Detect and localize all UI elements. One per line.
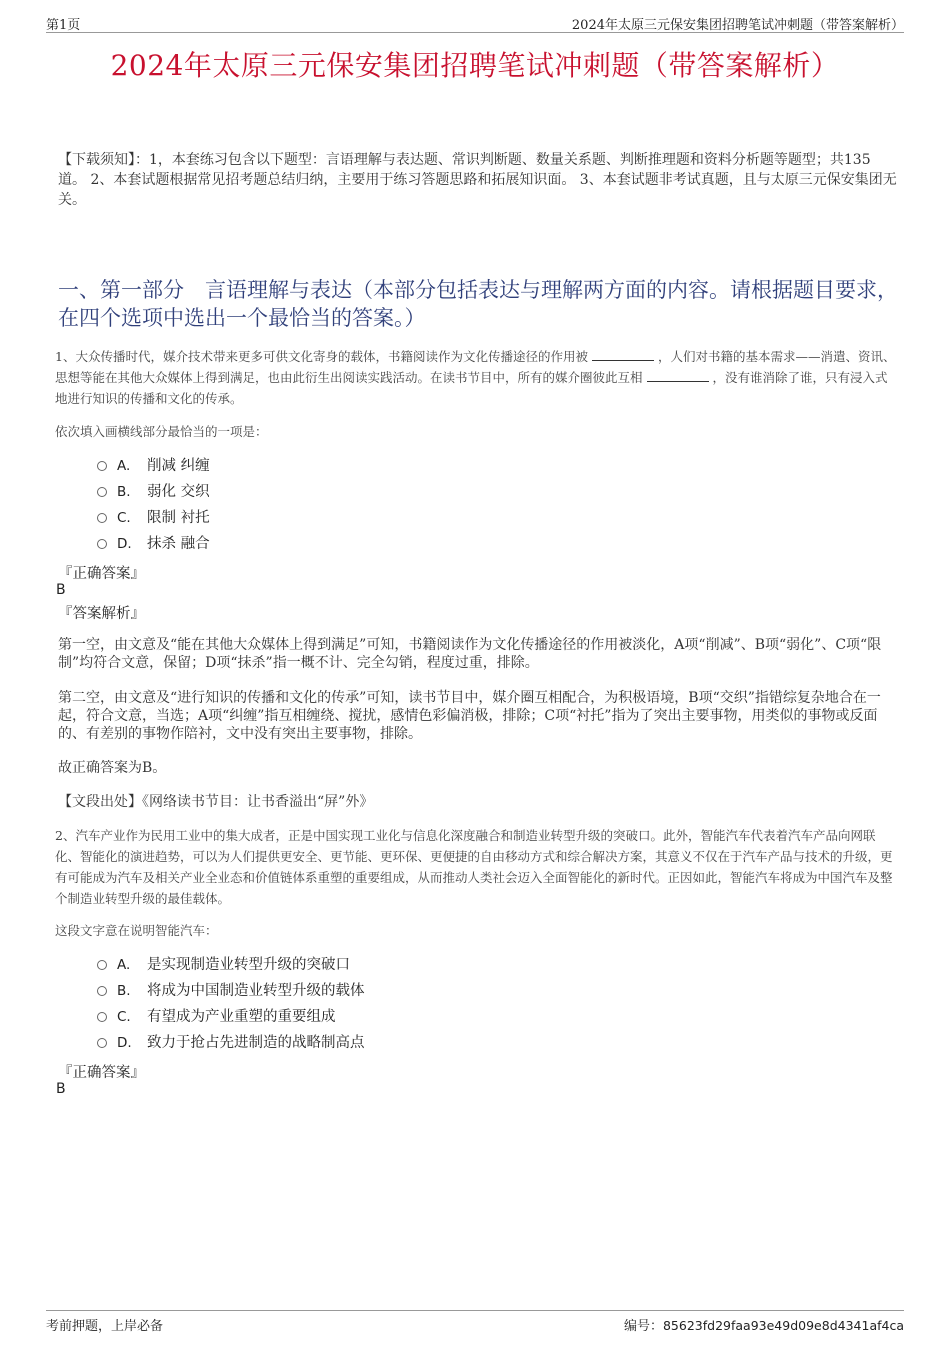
page-header — [46, 12, 904, 33]
radio-icon[interactable] — [97, 461, 107, 471]
q1-answer: B — [56, 582, 66, 598]
q2-option-c[interactable]: C. 有望成为产业重塑的重要组成 — [97, 1006, 336, 1028]
q1-option-b[interactable]: B. 弱化 交织 — [97, 481, 210, 503]
q1-option-c[interactable]: C. 限制 衬托 — [97, 507, 210, 529]
q2-option-d[interactable]: D. 致力于抢占先进制造的战略制高点 — [97, 1032, 365, 1054]
q1-analysis-2: 第二空，由文意及“进行知识的传播和文化的传承”可知，读书节目中，媒介圈互相配合，为积极语境，B项“交织”指错综复杂地合在一起，符合文意，当选；A项“纠缠”指互相缠绕、搅扰，感情色彩偏消极，排除；C项“衬托”指为了突出主要事物，用类似的事物或反面的、有差别的事物作陪衬，文中没有突出主要事物，排除。 — [58, 690, 881, 742]
page-number: 第1页 — [46, 18, 81, 33]
document-title: 2024年太原三元保安集团招聘笔试冲刺题（带答案解析） — [110, 49, 840, 82]
radio-icon[interactable] — [97, 1012, 107, 1022]
q1-prompt: 依次填入画横线部分最恰当的一项是： — [55, 424, 268, 439]
radio-icon[interactable] — [97, 487, 107, 497]
footer-slogan: 考前押题，上岸必备 — [46, 1319, 164, 1334]
radio-icon[interactable] — [97, 960, 107, 970]
q1-analysis-3: 故正确答案为B。 — [58, 760, 167, 776]
q2-prompt: 这段文字意在说明智能汽车： — [55, 923, 218, 938]
q1-option-d[interactable]: D. 抹杀 融合 — [97, 533, 210, 555]
q2-answer-label: 『正确答案』 — [58, 1065, 145, 1081]
q1-source: 【文段出处】《网络读书节目：让书香溢出“屏”外》 — [58, 794, 374, 810]
section-title: 一、第一部分 言语理解与表达（本部分包括表达与理解两方面的内容。请根据题目要求，在四个选项中选出一个最恰当的答案。） — [58, 278, 898, 330]
radio-icon[interactable] — [97, 1038, 107, 1048]
q1-option-a[interactable]: A. 削减 纠缠 — [97, 455, 210, 477]
download-notice: 【下载须知】：1，本套练习包含以下题型：言语理解与表达题、常识判断题、数量关系题、判断推理题和资料分析题等题型；共135道。 2、本套试题根据常见招考题总结归纳，主要用于练习答题思路和拓展知识面。 3、本套试题非考试真题，且与太原三元保安集团无关。 — [58, 152, 897, 208]
header-doc-title: 2024年太原三元保安集团招聘笔试冲刺题（带答案解析） — [571, 18, 904, 33]
radio-icon[interactable] — [97, 986, 107, 996]
q2-option-a[interactable]: A. 是实现制造业转型升级的突破口 — [97, 954, 350, 976]
fill-blank-1 — [592, 348, 654, 361]
page-footer — [46, 1310, 904, 1333]
q2-stem: 2、汽车产业作为民用工业中的集大成者，正是中国实现工业化与信息化深度融合和制造业转型升级的突破口。此外，智能汽车代表着汽车产品向网联化、智能化的演进趋势，可以为人们提供更安全、更节能、更环保、更便捷的自由移动方式和综合解决方案，其意义不仅在于汽车产品与技术的升级，更有可能成为汽车及相关产业全业态和价值链体系重塑的重要组成，从而推动人类社会迈入全面智能化的新时代。正因如此，智能汽车将成为中国汽车及整个制造业转型升级的最佳载体。 — [55, 828, 893, 906]
q1-analysis-1: 第一空，由文意及“能在其他大众媒体上得到满足”可知，书籍阅读作为文化传播途径的作用被淡化，A项“削减”、B项“弱化”、C项“限制”均符合文意，保留；D项“抹杀”指一概不计、完全勾销，程度过重，排除。 — [58, 637, 882, 671]
q2-answer: B — [56, 1081, 66, 1097]
document-code: 编号：85623fd29faa93e49d09e8d4341af4ca — [623, 1318, 904, 1334]
radio-icon[interactable] — [97, 539, 107, 549]
radio-icon[interactable] — [97, 513, 107, 523]
q2-option-b[interactable]: B. 将成为中国制造业转型升级的载体 — [97, 980, 365, 1002]
q1-analysis-label: 『答案解析』 — [58, 606, 145, 622]
q1-answer-label: 『正确答案』 — [58, 566, 145, 582]
q1-stem: 1、大众传播时代，媒介技术带来更多可供文化寄身的载体，书籍阅读作为文化传播途径的作用被 ，人们对书籍的基本需求——消遣、资讯、思想等能在其他大众媒体上得到满足，也由此衍生出阅读实践活动。在读书节目中，所有的媒介圈彼此互相 ，没有谁消除了谁，只有浸入式地进行知识的传播和文化的传承。 — [55, 349, 896, 406]
fill-blank-2 — [647, 369, 709, 382]
